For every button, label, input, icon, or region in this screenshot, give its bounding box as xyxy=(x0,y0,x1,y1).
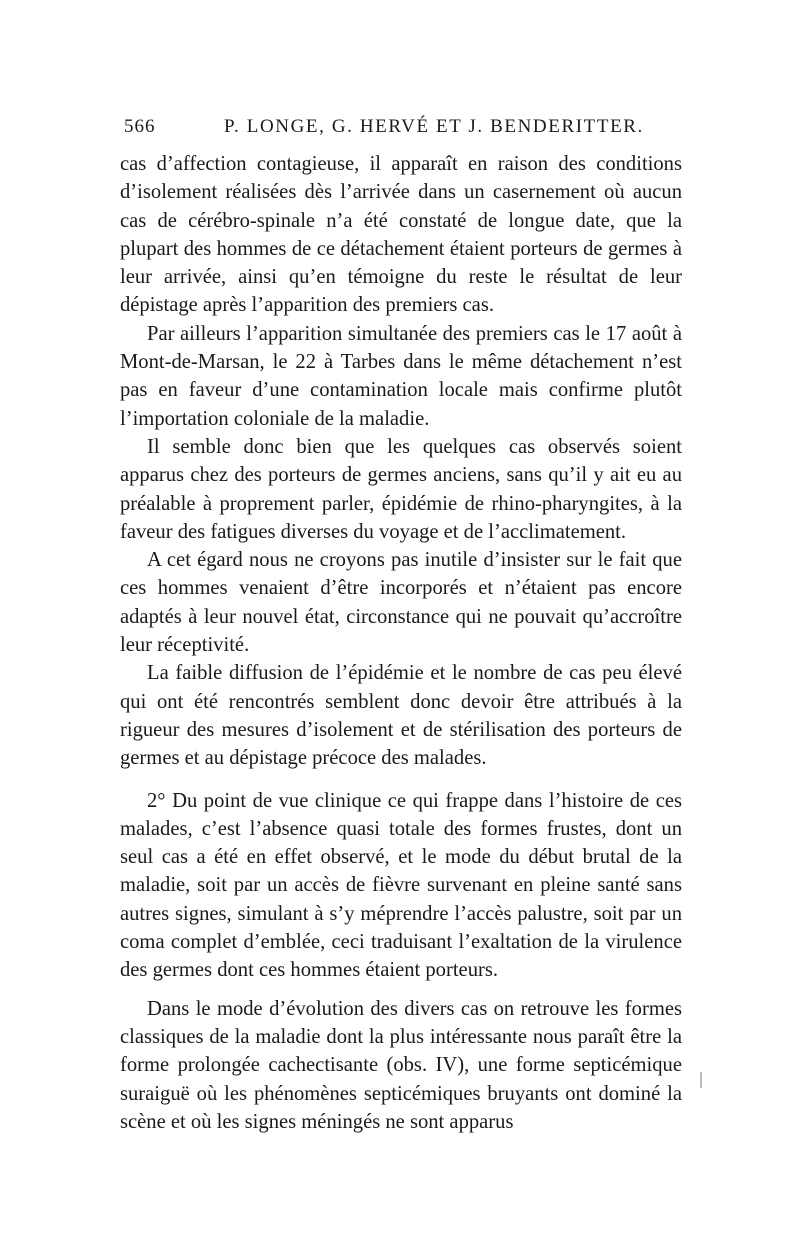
paragraph-porteurs-anciens: Il semble donc bien que les quelques cas observés soient apparus chez des porteurs de germes anciens, sans qu’il y ait eu au préalable à proprement parler, épidémie de rhino-pharyngites, à la faveur des fatigues diverses du voyage et de l’acclimatement. xyxy=(120,435,682,543)
paragraph-point-de-vue-clinique: 2° Du point de vue clinique ce qui frappe dans l’histoire de ces malades, c’est l’absence quasi totale des formes frustes, dont un seul cas a été en effet observé, et le mode du début brutal de la maladie, soit par un accès de fièvre survenant en pleine santé sans autres signes, simulant à s’y méprendre l’accès palustre, soit par un coma complet d’emblée, ceci traduisant l’exaltation de la virulence des germes dont ces hommes étaient porteurs. xyxy=(120,789,682,982)
paragraph-incorporation: A cet égard nous ne croyons pas inutile d’insister sur le fait que ces hommes venaient d’être incorporés et n’étaient pas encore adaptés à leur nouvel état, circonstance qui ne pouvait qu’accroître leur réceptivité. xyxy=(120,549,682,657)
paragraph-apparition-simultanee: Par ailleurs l’apparition simultanée des premiers cas le 17 août à Mont-de-Marsan, le 22 à Tarbes dans le même détachement n’est pas en faveur d’une contamination locale mais confirme plutôt l’importation coloniale de la maladie. xyxy=(120,322,682,430)
paragraph-faible-diffusion: La faible diffusion de l’épidémie et le nombre de cas peu élevé qui ont été rencontrés semblent donc devoir être attribués à la rigueur des mesures d’isolement et de stérilisation des porteurs de germes et au dépistage précoce des malades. xyxy=(120,662,682,770)
paragraph-isolement: cas d’affection contagieuse, il apparaît en raison des conditions d’isolement réalisées dès l’arrivée dans un casernement où aucun cas de cérébro-spinale n’a été constaté de longue date, que la plupart des hommes de ce détachement étaient porteurs de germes à leur arrivée, ainsi qu’en témoigne du reste le résultat de leur dépistage après l’apparition des premiers cas. xyxy=(120,153,682,317)
body-text xyxy=(120,150,682,1136)
margin-mark xyxy=(700,1072,702,1088)
running-head xyxy=(124,116,684,144)
page-number: 566 xyxy=(124,116,156,137)
paragraph-mode-evolution: Dans le mode d’évolution des divers cas on retrouve les formes classiques de la maladie dont la plus intéressante nous paraît être la forme prolongée cachectisante (obs. IV), une forme septicémique suraiguë où les phénomènes septicémiques bruyants ont dominé la scène et où les signes méningés ne sont apparus xyxy=(120,997,682,1133)
running-title: P. LONGE, G. HERVÉ ET J. BENDERITTER. xyxy=(224,116,644,137)
